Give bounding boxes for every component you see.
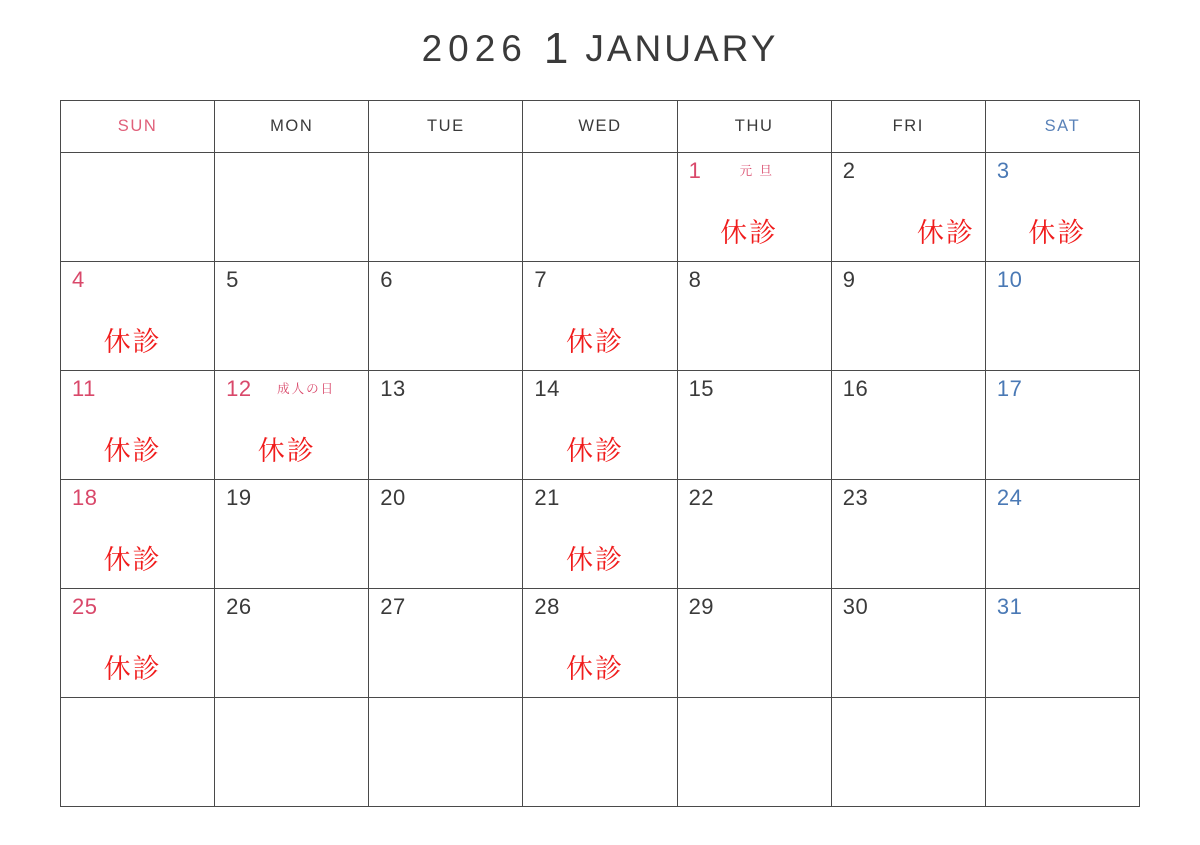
calendar-cell <box>369 589 523 698</box>
calendar-week-row <box>61 153 1140 262</box>
closed-badge: 休診 <box>720 218 779 248</box>
day-number: 18 <box>72 485 98 510</box>
closed-badge: 休診 <box>565 327 624 357</box>
day-number: 29 <box>688 594 715 619</box>
calendar-cell-empty <box>61 153 215 262</box>
closed-badge: 休診 <box>103 545 162 575</box>
weekday-header-fri: FRI <box>831 101 985 153</box>
weekday-header-wed: WED <box>523 101 677 153</box>
calendar-cell <box>369 480 523 589</box>
calendar-cell <box>61 480 215 589</box>
calendar-grid <box>60 100 1140 807</box>
calendar-cell <box>831 480 985 589</box>
calendar-week-row <box>61 480 1140 589</box>
day-number: 25 <box>72 594 98 619</box>
closed-badge: 休診 <box>916 218 975 248</box>
closed-badge: 休診 <box>103 327 162 357</box>
calendar-cell <box>61 589 215 698</box>
day-number: 9 <box>842 267 856 292</box>
weekday-header-row <box>61 101 1140 153</box>
day-number: 1 <box>688 158 702 183</box>
day-number: 11 <box>72 376 96 401</box>
day-number: 8 <box>688 267 702 292</box>
calendar-cell <box>369 371 523 480</box>
day-number: 14 <box>534 376 560 401</box>
day-number: 2 <box>842 158 856 183</box>
calendar-cell-empty <box>215 153 369 262</box>
calendar-cell-empty <box>369 153 523 262</box>
calendar-cell-empty <box>677 698 831 807</box>
calendar-cell <box>215 262 369 371</box>
closed-badge: 休診 <box>565 436 624 466</box>
calendar-cell <box>215 589 369 698</box>
day-number: 26 <box>226 594 252 619</box>
day-number: 4 <box>72 267 85 292</box>
day-number: 24 <box>996 485 1023 510</box>
day-number: 17 <box>996 376 1023 401</box>
day-number: 7 <box>534 267 548 292</box>
calendar-cell-empty <box>985 698 1139 807</box>
calendar-body <box>61 153 1140 807</box>
calendar-cell <box>523 371 677 480</box>
calendar-cell <box>831 371 985 480</box>
calendar-cell <box>369 262 523 371</box>
closed-badge: 休診 <box>103 436 162 466</box>
calendar-cell <box>677 371 831 480</box>
weekday-header-mon: MON <box>215 101 369 153</box>
holiday-name: 成人の日 <box>277 382 336 396</box>
day-number: 30 <box>842 594 869 619</box>
calendar-cell <box>215 371 369 480</box>
calendar-cell-empty <box>523 153 677 262</box>
calendar-cell <box>523 262 677 371</box>
day-number: 16 <box>842 376 869 401</box>
day-number: 31 <box>996 594 1023 619</box>
weekday-header-tue: TUE <box>369 101 523 153</box>
calendar-cell <box>831 262 985 371</box>
calendar-week-row <box>61 589 1140 698</box>
calendar-week-row <box>61 371 1140 480</box>
title-year: 2026 <box>421 28 528 69</box>
calendar-cell <box>985 589 1139 698</box>
calendar-cell <box>831 153 985 262</box>
day-number: 28 <box>534 594 560 619</box>
calendar-cell-empty <box>523 698 677 807</box>
closed-badge: 休診 <box>1028 218 1087 248</box>
day-number: 3 <box>996 158 1010 183</box>
calendar-cell <box>985 153 1139 262</box>
calendar-cell-empty <box>215 698 369 807</box>
day-number: 10 <box>996 267 1023 292</box>
day-number: 5 <box>226 267 239 292</box>
calendar-cell <box>677 262 831 371</box>
closed-badge: 休診 <box>565 654 624 684</box>
calendar-cell <box>523 480 677 589</box>
calendar-cell <box>215 480 369 589</box>
holiday-name: 元 旦 <box>739 164 775 178</box>
calendar-cell <box>523 589 677 698</box>
day-number: 19 <box>226 485 252 510</box>
day-number: 20 <box>380 485 406 510</box>
weekday-header-sun: SUN <box>61 101 215 153</box>
calendar-cell-empty <box>831 698 985 807</box>
title-month-number: 1 <box>543 24 570 73</box>
weekday-header-sat: SAT <box>985 101 1139 153</box>
calendar-cell-empty <box>369 698 523 807</box>
day-number: 15 <box>688 376 715 401</box>
calendar-cell <box>831 589 985 698</box>
calendar-cell <box>677 480 831 589</box>
calendar-cell <box>677 589 831 698</box>
calendar-cell <box>61 262 215 371</box>
calendar-cell-empty <box>61 698 215 807</box>
calendar-cell <box>677 153 831 262</box>
calendar-week-row <box>61 262 1140 371</box>
calendar-cell <box>985 262 1139 371</box>
closed-badge: 休診 <box>565 545 624 575</box>
closed-badge: 休診 <box>257 436 316 466</box>
calendar-week-row <box>61 698 1140 807</box>
day-number: 13 <box>380 376 406 401</box>
calendar-cell <box>61 371 215 480</box>
calendar-cell <box>985 371 1139 480</box>
day-number: 12 <box>226 376 252 401</box>
closed-badge: 休診 <box>103 654 162 684</box>
calendar-cell <box>985 480 1139 589</box>
day-number: 27 <box>380 594 406 619</box>
day-number: 21 <box>534 485 560 510</box>
calendar-title <box>0 24 1200 74</box>
weekday-header-thu: THU <box>677 101 831 153</box>
day-number: 22 <box>688 485 715 510</box>
day-number: 23 <box>842 485 869 510</box>
title-month-name: JANUARY <box>585 28 779 69</box>
day-number: 6 <box>380 267 394 292</box>
